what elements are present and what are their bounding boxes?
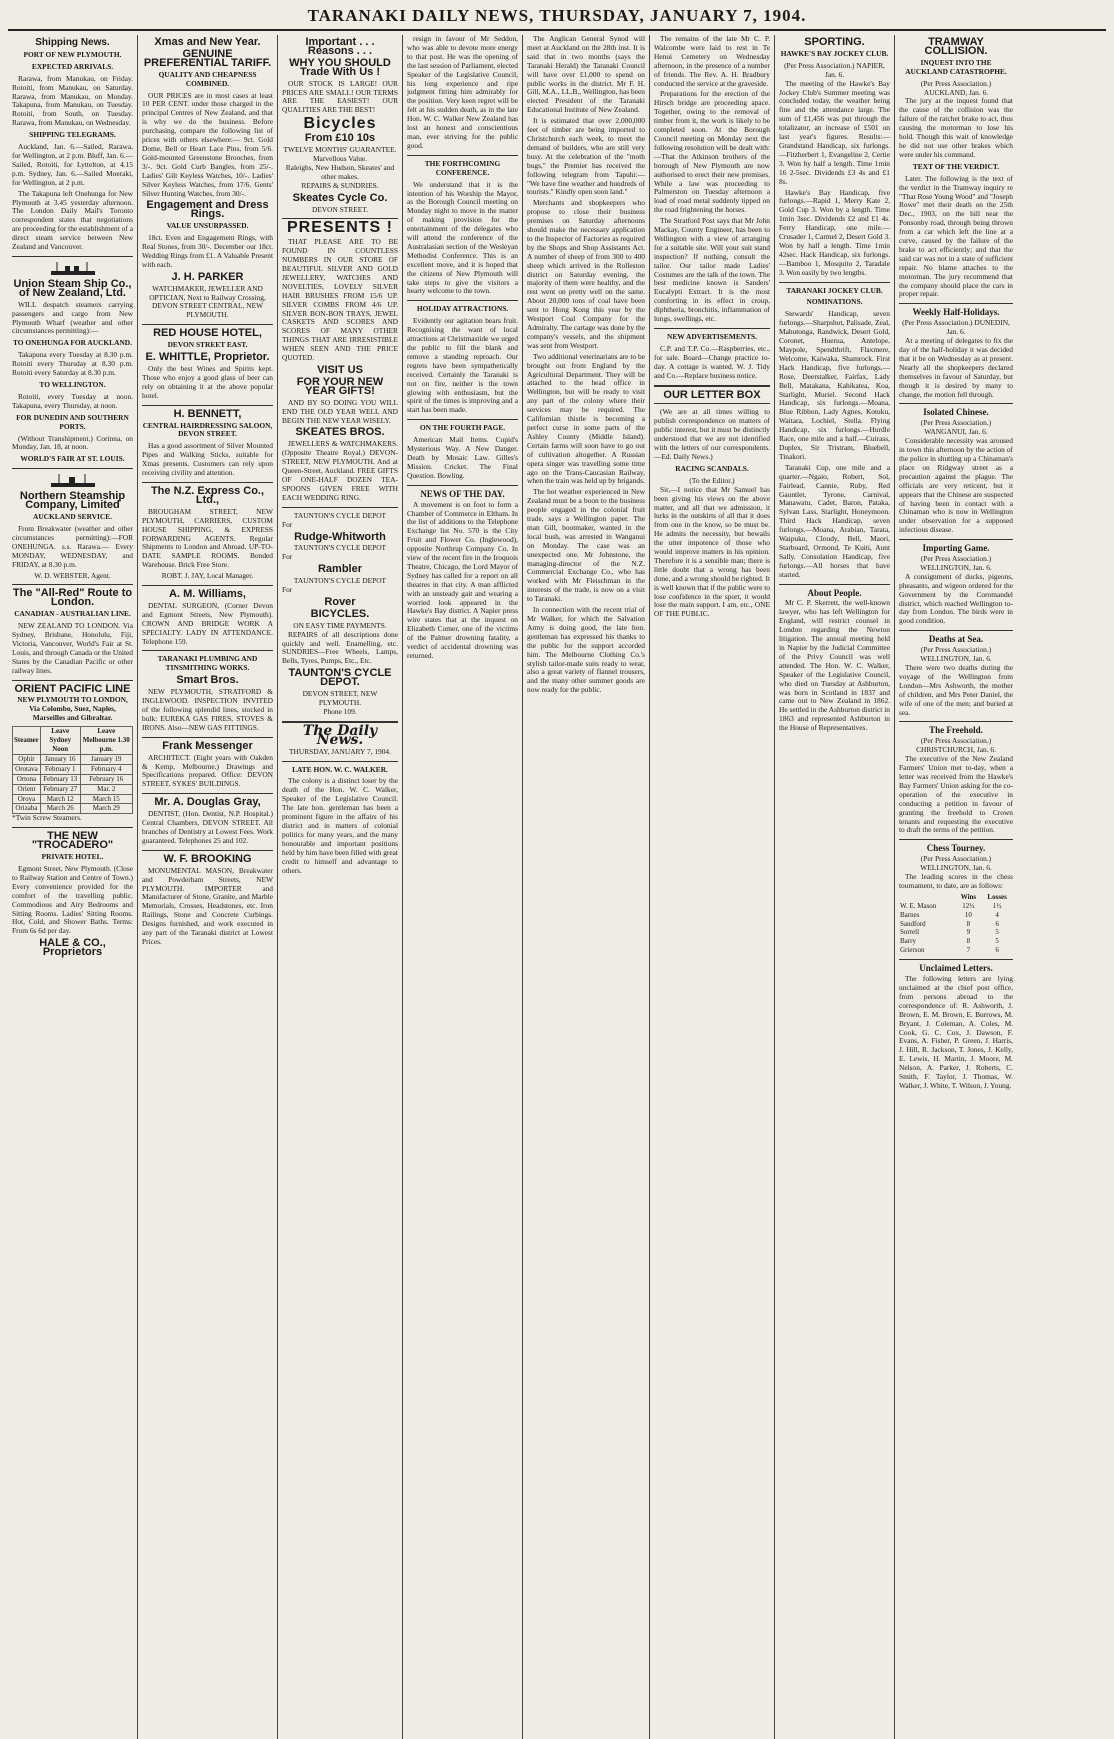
divider — [12, 680, 133, 681]
for-label: For — [282, 552, 293, 562]
column-1 — [8, 35, 138, 1739]
why-text: OUR STOCK IS LARGE! OUR PRICES ARE SMALL! OUR TERMS ARE THE EASIEST! OUR QUALITIES ARE THE BEST! — [282, 78, 398, 115]
rambler-title: Rambler — [317, 563, 363, 576]
column-2 — [138, 35, 278, 1739]
repairs-text: REPAIRS of all descriptions done quickly and well. Enamelling, etc. SUNDRIES—Free Wheels, Lamps, Bells, Tyres, Pumps, Etc., Etc. — [282, 629, 398, 666]
table-cell: Sorrell — [900, 928, 920, 937]
table-row — [13, 774, 133, 784]
news-para-2: Preparations for the erection of the Hirsch bridge are proceeding apace. Together, owing to the removal of timber from it, the work is likely to be completed soon. At the Borough Council meeting on Monday next the following resolution will be dealt with:—That the Atkinson brothers of the borough of New Plymouth are now authorised to erect their new premises. While a law was proceeding to Palmerston on Tuesday afternoon a load of road metal suddenly tipped on the road frightening the horses. — [654, 89, 770, 215]
column-4 — [403, 35, 523, 1739]
hawkes-bay-text-2: Hawke's Bay Handicap, five furlongs.—Rapid 1, Merry Kate 2, Gold Cup 3. Won by a length. Time 1min 3sec. Dividends £2 and £1 4s. Ferry Handicap, one mile.—Crusader 1, Carmel 2, Desert Gold 3. Won by half a length. Time 1min 42sec. Hack Handicap, six furlongs.—Bamboo 1, Mosquito 2, Taradale 3. Won easily by two lengths. — [779, 187, 890, 277]
press-line: (Per Press Association.) WANGANUI, Jan. 6. — [920, 418, 992, 437]
table-cell: February 1 — [40, 764, 80, 774]
value-text: Marvellous Value. — [312, 153, 368, 163]
news-para-6: In connection with the recent trial of Mr Walker, for which the Salvation Army is doing good, the late hon. gentleman has expressed his thanks to the public for the support accorded him. The Melbourne Clothing Co.'s stylish tailor-made suits ready to wear, also a great variety of flannel trousers, and the many other summer goods are now ready for the public. — [527, 605, 645, 695]
press-line: (Per Press Association.) WELLINGTON, Jan. 6. — [920, 554, 992, 572]
table-row — [899, 946, 1013, 955]
divider — [899, 959, 1013, 960]
table-cell: Sandford — [900, 919, 926, 928]
press-line: (Per Press Association.) WELLINGTON, Jan. 6. — [920, 854, 992, 873]
half-holidays-text: At a meeting of delegates to fix the day of the half-holiday it was decided that it be on Wednesday as at present. Nearly all the shopkeepers declared themselves in favour of Saturday, but though it is desired by many to change, the motion fell through. — [899, 336, 1013, 399]
makes-text: Raleighs, New Hudson, Skeates' and other makes. — [285, 162, 395, 181]
new-year-gifts: FOR YOUR NEW YEAR GIFTS! — [296, 375, 384, 397]
late-walker-text: The colony is a distinct loser by the death of the Hon. W. C. Walker, Speaker of the Legislative Council. The late hon. gentleman has been a prominent figure in the affairs of his district and in matters of colonial politics for many years, and the many honourable and important positions held by him have been filled with great credit to himself and advantage to others. — [282, 776, 398, 875]
table-cell: March 12 — [40, 794, 80, 804]
for-label: For — [282, 519, 293, 529]
why-title: WHY YOU SHOULD Trade With Us ! — [289, 56, 391, 78]
rudge-title: Rudge-Whitworth — [294, 530, 386, 543]
divider — [282, 507, 398, 508]
for-label: For — [282, 585, 293, 595]
news-para-1: The Anglican General Synod will meet at Auckland on the 28th inst. It is said that in two months (says the Taranaki Herald) the Taranaki Council will have over £1,000 to spend on public works in the district. Mr F. H. Gill, M.A., LL.B., Wellington, has been elected President of the Taranaki Educational Institute of New Zealand. — [527, 35, 645, 115]
divider — [899, 839, 1013, 840]
orient-sub: NEW PLYMOUTH TO LONDON, Via Colombo, Suez, Naples, Marseilles and Gibraltar. — [17, 695, 128, 723]
orient-table — [12, 726, 133, 814]
smart-bros-title: Smart Bros. — [176, 674, 239, 687]
parker-title: J. H. PARKER — [171, 270, 244, 283]
table-cell: January 19 — [80, 754, 132, 764]
table-header: Leave Melbourne 1.30 p.m. — [80, 727, 132, 755]
wellington-text: Rotoiti, every Tuesday at noon. Takapuna, every Thursday, at noon. — [12, 391, 133, 410]
telegrams-text: Auckland, Jan. 6.—Sailed, Rarawa, for Wellington, at 2 p.m. Bluff, Jan. 6.—Sailed, Rotoiti, for Lyttelton, at 4.15 p.m. Sydney, Jan. 6.—Sailed Moeraki, for Wellington, at 2 p.m. — [12, 142, 133, 187]
divider — [654, 403, 770, 404]
brooking-text: MONUMENTAL MASON, Breakwater and Powderham Streets, NEW PLYMOUTH. IMPORTER and Manufacturer of Stone, Granite, and Marble Memorials, Crosses, Headstones, etc. Iron Railings, Stone and Concrete Curbings. Designs furnished, and work executed in any part of the Taranaki district at Lowest Prices. — [142, 865, 273, 946]
table-cell: 1½ — [992, 901, 1002, 910]
nominations-heading: NOMINATIONS. — [806, 297, 863, 307]
table-row — [899, 902, 1013, 911]
to-editor: (To the Editor.) — [689, 475, 735, 485]
divider — [407, 155, 518, 156]
table-cell: 8 — [966, 919, 971, 928]
worlds-fair-heading: WORLD'S FAIR AT ST. LOUIS. — [20, 454, 125, 464]
table-cell: 6 — [995, 919, 999, 928]
northern-text: From Breakwater (weather and other circumstances permitting):—FOR ONEHUNGA. s.s. Rarawa.— Every MONDAY, WEDNESDAY, and FRIDAY, at 8.30 p.m. — [12, 523, 133, 569]
table-cell: Oroya — [13, 794, 41, 804]
divider — [899, 539, 1013, 540]
daily-news-logo: The Daily News. — [302, 722, 378, 748]
value-heading: VALUE UNSURPASSED. — [166, 221, 249, 231]
expected-heading: EXPECTED ARRIVALS. — [31, 61, 114, 71]
taunton-depot-3: TAUNTON'S CYCLE DEPOT — [293, 576, 387, 586]
taunton-depot-1: TAUNTON'S CYCLE DEPOT — [293, 510, 387, 520]
table-cell: 10 — [964, 910, 972, 919]
shipping-news-para: The Takapuna left Onehunga for New Plymouth at 3.45 yesterday afternoon. The London Daily Mail's Toronto correspondent states that negotiations are proceeding for the establishment of a direct steam service between New Zealand and Vancouver. — [12, 188, 133, 252]
deaths-at-sea-heading: Deaths at Sea. — [928, 634, 984, 645]
dunedin-heading: FOR DUNEDIN AND SOUTHERN PORTS. — [16, 412, 129, 431]
divider — [142, 585, 273, 586]
new-ads-text: C.P. and T.P. Co.—Raspberries, etc., for sale. Board—Change practice to-day. A cottage is wanted. W. J. Tidy and Co.—Replace business notice. — [654, 343, 770, 380]
table-header — [899, 893, 956, 902]
dunedin-text: (Without Transhipment.) Corinna, on Monday, Jan. 18, at noon. — [12, 433, 133, 452]
all-red-text: NEW ZEALAND TO LONDON. Via Sydney, Brisbane, Honolulu, Fiji, Victoria, Vancouver, World's Fair at St. Louis, and through Canada or the United States by the Canadian Pacific or other railway lines. — [12, 621, 133, 675]
sporting-heading: SPORTING. — [804, 36, 865, 48]
fourth-page-heading: ON THE FOURTH PAGE. — [419, 423, 506, 433]
nominations-text-2: Taranaki Cup, one mile and a quarter.—Ngaio, Robert, Sol, Fairlead, Cannie, Ruby, Red Gauntlet, Tyrone, Carnival, Manawatu, Cadet, Baron, Pataka, Sylvan Lass, Starlight, Honeymoon. Third Hack Handicap, seven furlongs.—Moana, Arabian, Tarata, Waipuku, Cloudy, Bell, Maori, Starboard, Ormond, Te Kuiti, Aunt Sally. Consolation Handicap, five furlongs.—All horses that have started. — [779, 462, 890, 579]
table-cell: January 16 — [40, 754, 80, 764]
devon-street: DEVON STREET. — [311, 204, 369, 214]
verdict-heading: TEXT OF THE VERDICT. — [912, 161, 1000, 171]
freehold-text: The executive of the New Zealand Farmers' Union met to-day, when a letter was received from the Hawke's Bay Farmers' Union asking for the co-operation of the executive in conducting a petition in favour of granting the freehold to Crown tenants and requesting the executive to draft the terms of the petition. — [899, 754, 1013, 835]
engagement-title: Engagement and Dress Rings. — [146, 199, 269, 221]
news-para-5: The hot weather experienced in New Zealand must be a boon to the business people engaged in the colonial fruit trade, says a Wellington paper. The man Gill, bootmaker, wanted in the local bush, was arrested in Wanganui on Monday. The case was an unexpected one. Mr Johnstone, the managing-director of the N.Z. Commercial Exchange Co., who has worked with Mr Fleischman in the interests of the trade, is now on a visit to Taranaki. — [527, 487, 645, 604]
easy-payments: ON EASY TIME PAYMENTS. — [293, 620, 387, 630]
twin-screw-note: *Twin Screw Steamers. — [12, 813, 82, 823]
deaths-text: There were two deaths during the voyage of the Wellington from London—Mrs Ashworth, the mother of children, and Mrs Peter Daniel, the wife of one of the men; and buried at sea. — [899, 663, 1013, 717]
trocadero-text: Egmont Street, New Plymouth. (Close to Railway Station and Centre of Town.) Every convenience provided for the comfort of the travelling public. Commodious and Airy Bedrooms and Sitting Rooms. Ladies' Sitting Rooms. Hot, Cold, and Shower Baths. Terms: From 6s 6d per day. — [12, 863, 133, 936]
rings-text: 18ct. Even and Engagement Rings, with Real Stones, from 30/-. December our 18ct. Wedding Rings from £1. A Valuable Present with each. — [142, 233, 273, 269]
skeates-bros-text: JEWELLERS & WATCHMAKERS. (Opposite Theatre Royal.) DEVON-STREET, NEW PLYMOUTH. And at Queen-Street, Auckland. FREE GIFTS OF ONE-HALF DOZEN TEA-SPOONS GIVEN FREE WITH EACH WEDDING RING. — [282, 439, 398, 502]
divider — [142, 324, 273, 325]
table-header: Leave Sydney Noon — [40, 727, 80, 755]
presents-text: THAT PLEASE ARE TO BE FOUND IN COUNTLESS NUMBERS IN OUR STORE OF BEAUTIFUL SILVER AND GOLD JEWELLERY, WATCHES AND NOVELTIES, LOVELY SILVER HAIR BRUSHES FROM 15/6 UP. SILVER COMBS FROM 4/6 UP. SILVER BON-BON TRAYS, JEWEL CASKETS AND SCORES AND SCORES OF MANY OTHER THINGS THAT ARE IRRESISTIBLE WHEN SEEN AND THE PRICE QUOTED. — [282, 237, 398, 363]
whittle-title: E. WHITTLE, Proprietor. — [145, 351, 270, 364]
trocadero-sub: PRIVATE HOTEL. — [41, 852, 104, 862]
orient-title: ORIENT PACIFIC LINE — [14, 682, 131, 695]
divider — [654, 328, 770, 329]
quality-heading: QUALITY AND CHEAPNESS COMBINED. — [158, 69, 257, 88]
table-cell: Orient — [13, 784, 41, 794]
unclaimed-text: The following letters are lying unclaimed at the chief post office, from persons abroad to the correspondence of: R. Ashworth, J. Brown, E. M. Brown, E. Burrows, M. Bryant, J. Coleman, A. Coles, M. Cook, G. C. Cox, J. Dawson, F. Evans, A. Fisher, P. Green, J. Harris, J. Hill, R. Jackson, T. Jones, J. Kelly, E. Lewis, H. Martin, J. Moore, M. Nelson, A. Parker, J. Roberts, C. Smith, F. Taylor, J. Thomas, W. Walker, J. White, T. Wilson, J. Young. — [899, 974, 1013, 1090]
news-para-1: The remains of the late Mr C. P. Walcombe were laid to rest in Te Henui Cemetery on Wednesday afternoon, in the presence of a number of friends. The Rev. A. H. Bradbury conducted the service at the graveside. — [654, 35, 770, 88]
northern-steamship-title: Northern Steamship Company, Limited — [19, 490, 126, 512]
divider — [407, 300, 518, 301]
gray-text: DENTIST, (Hon. Dentist, N.P. Hospital.) Central Chambers, DEVON STREET. All branches of Dentistry at Lowest Fees. Work guaranteed. Telephones 25 and 102. — [142, 809, 273, 845]
parker-sub: WATCHMAKER, JEWELLER AND OPTICIAN, Next to Railway Crossing, DEVON STREET CENTRAL, NEW PLYMOUTH. — [149, 283, 266, 320]
table-cell: February 16 — [80, 774, 132, 784]
masthead: TARANAKI DAILY NEWS, THURSDAY, JANUARY 7, 1904. — [8, 6, 1106, 31]
table-header: Losses — [987, 892, 1007, 901]
table-cell: Barnes — [900, 910, 920, 919]
repairs-heading: REPAIRS & SUNDRIES. — [301, 180, 379, 190]
divider — [899, 630, 1013, 631]
and-text: AND BY SO DOING YOU WILL END THE OLD YEAR WELL AND BEGIN THE NEW YEAR WISELY. — [282, 397, 398, 425]
skeates-bros-title: SKEATES BROS. — [295, 426, 385, 439]
freehold-heading: The Freehold. — [929, 725, 983, 736]
divider — [142, 405, 273, 406]
table-row — [899, 937, 1013, 946]
conference-heading: THE FORTHCOMING CONFERENCE. — [424, 158, 501, 177]
onehunga-heading: TO ONEHUNGA FOR AUCKLAND. — [13, 338, 132, 348]
taunton-big: TAUNTON'S CYCLE DEPOT. — [288, 667, 392, 689]
table-cell: Ophir — [13, 754, 41, 764]
divider — [12, 256, 133, 257]
press-line: (Per Press Association.) CHRISTCHURCH, Jan. 6. — [916, 736, 996, 755]
skeates-cycle-title: Skeates Cycle Co. — [292, 191, 388, 204]
table-row — [13, 794, 133, 804]
divider — [142, 737, 273, 738]
presents-heading: PRESENTS ! — [286, 219, 393, 237]
table-cell: Barry — [900, 937, 916, 946]
tariff-title: GENUINE PREFERENTIAL TARIFF. — [143, 47, 272, 69]
divider — [142, 650, 273, 651]
table-cell: 7 — [966, 946, 971, 955]
table-cell: March 29 — [80, 804, 132, 814]
table-cell: February 4 — [80, 764, 132, 774]
onehunga-text: Takapuna every Tuesday at 8.30 p.m. Rotoiti every Thursday at 8.30 p.m. Rotoiti every Saturday at 8.30 p.m. — [12, 350, 133, 378]
steamship-icon — [47, 261, 99, 277]
williams-text: DENTAL SURGEON, (Corner Devon and Egmont Streets, New Plymouth). CROWN AND BRIDGE WORK A SPECIALTY. LADY IN ATTENDANCE. Telephone 159. — [142, 600, 273, 646]
news-para-2: It is estimated that over 2,000,000 feet of timber are being imported to Christchurch each week, to meet the demand of builders, who are still very busy. At the celebration of the "moth bugs," the Premier has received the following telegram from Tapuhi:— "We have fine weather and hundreds of tourists." Kindly open soon land." — [527, 116, 645, 197]
wellington-heading: TO WELLINGTON. — [39, 380, 106, 389]
table-cell: 9 — [966, 928, 971, 937]
column-5 — [523, 35, 650, 1739]
hawkes-bay-heading: HAWKE'S BAY JOCKEY CLUB. — [780, 48, 889, 58]
conference-text: We understand that it is the intention of his Worship the Mayor, as the Borough Council meeting on Monday night to move in the matter of making provision for the entertainment of the delegates who will attend the conference of the Australasian section of the Wesleyan Methodist Conference. This is an excellent move, and it is hoped that the citizens of New Plymouth will take steps to give the visitors a hearty welcome to the town. — [407, 179, 518, 296]
red-house-sub: DEVON STREET EAST. — [167, 340, 248, 350]
fourth-page-items: American Mail Items. Cupid's Mysterious Way. A New Danger. Death by Mosaic Law. Gilles's Mission. Cricket. The Final Question. Bowling. — [407, 435, 518, 480]
steamship-icon — [47, 473, 99, 489]
press-line: (Per Press Association.) DUNEDIN, Jan. 6. — [902, 318, 1010, 337]
holiday-heading: HOLIDAY ATTRACTIONS. — [416, 304, 509, 314]
table-row — [13, 804, 133, 814]
table-cell: 4 — [995, 910, 999, 919]
arrivals-text: Rarawa, from Manukau, on Friday. Rotoiti, from Manukau, on Saturday. Rarawa, from Manukau, on Monday. Takapuna, from Manukau, on Tuesday. Rotoiti, from South, on Tuesday. Rarawa, from Manukau, on Wednesday. — [12, 73, 133, 128]
union-text: WILL despatch steamers carrying passengers and cargo from New Plymouth Wharf (weather and other circumstances permitting):— — [12, 299, 133, 336]
taunton-depot-2: TAUNTON'S CYCLE DEPOT — [293, 543, 387, 553]
phone-number: Phone 109. — [323, 706, 357, 716]
divider — [12, 468, 133, 469]
from-price: From £10 10s — [304, 132, 376, 145]
late-walker-heading: LATE HON. W. C. WALKER. — [292, 764, 388, 774]
news-para-4: Two additional veterinarians are to be brought out from England by the Agricultural Department. They will be attached to the head office in Wellington, but will be ready to visit any part of the colony where their services may be required. The Californian thistle is becoming a perfect curse in some parts of the Ashley County (Middle Island). Certain farms will soon have to go out of cultivation altogether. A Russian opera singer was travelling some time ago on the Trans-Caucasian Railway, when the train was held up by brigands. — [527, 351, 645, 486]
messenger-title: Frank Messenger — [162, 739, 253, 752]
divider — [899, 303, 1013, 304]
divider — [779, 584, 890, 585]
table-row — [899, 920, 1013, 929]
all-red-sub: CANADIAN - AUSTRALIAN LINE. — [14, 609, 131, 619]
important-heading: Important . . . Reasons . . . — [305, 36, 375, 57]
williams-title: A. M. Williams, — [169, 588, 246, 601]
messenger-text: ARCHITECT. (Eight years with Oakden & Kemp, Melbourne.) Drawings and Specifications prepared. Office: DEVON STREET, SYKES' BUILDINGS. — [142, 752, 273, 789]
plumbing-heading: TARANAKI PLUMBING AND TINSMITHING WORKS. — [157, 654, 258, 673]
bennett-title: H. BENNETT, — [173, 407, 242, 420]
date-line: THURSDAY, JANUARY 7, 1904. — [289, 746, 391, 756]
column-8 — [895, 35, 1017, 1739]
racing-scandals-heading: RACING SCANDALS. — [675, 463, 749, 473]
press-line: (Per Press Association.) WELLINGTON, Jan. 6. — [920, 645, 992, 664]
divider — [142, 793, 273, 794]
nz-express-agent: ROBT. J. JAY, Local Manager. — [161, 571, 254, 581]
divider — [12, 584, 133, 585]
table-cell: March 15 — [80, 794, 132, 804]
about-people-heading: About People. — [807, 587, 862, 598]
unclaimed-letters-heading: Unclaimed Letters. — [919, 963, 993, 974]
column-6 — [650, 35, 775, 1739]
holiday-text: Evidently our agitation bears fruit. Recognising the want of local attractions at Christmastide we urged the public to fill the blank and remove a standing reproach. Our regrets have been sympathetically received. Certainly the Taranaki is not on fire, neither is the town glowing with enthusiasm, but the spirit of the times is improving and a start has been made. — [407, 316, 518, 415]
divider — [12, 827, 133, 828]
table-cell: 12½ — [962, 901, 975, 910]
nominations-text: Stewards' Handicap, seven furlongs.—Sharpshot, Palisade, Zeal, Mahutonga, Randwick, Desert Gold, Coronet, Huerua, Antelope, Maypole, Spendthrift, Flaxmere, Welcome, Kaiwaka, Shamrock. First Hack Handicap, five furlongs.—Rose, Deerstalker, Fairfax, Lady Bell, Matakana, Kahikatea, Koa, Starlight, Muriel. Second Hack Handicap, six furlongs.—Moana, Blue Ribbon, Lady Agnes, Kotuku, Waitara, Lochiel, Stella. Flying Handicap, six furlongs.—Hurdle Race, one mile and a half.—Cuirass, Duplex, Sir Tristram, Bluebell, Tinakori. — [779, 309, 890, 461]
whittle-text: Only the best Wines and Spirits kept. Those who enjoy a good glass of beer can rely on obtaining it at the above popular hotel. — [142, 364, 273, 400]
auckland-service-heading: AUCKLAND SERVICE. — [33, 512, 112, 522]
people-text: Mr C. P. Skerrett, the well-known lawyer, who has left Wellington for England, will restrict counsel in London regarding the Newton litigation. The annual meeting held in Napier by the Judicial Committee of the Privy Council was well attended. The Hon. W. C. Walker, Speaker of the Legislative Council, who died on Tuesday at Ashburton, was born in Scotland in 1837 and came out to New Zealand in 1862. He settled in the Ashburton district in 1863 and represented Ashburton in the House of Representatives. — [779, 598, 890, 733]
bicycles-heading: Bicycles — [303, 115, 377, 133]
hale-title: HALE & CO., Proprietors — [39, 937, 106, 959]
bennett-sub: CENTRAL HAIRDRESSING SALOON, DEVON STREET. — [142, 420, 273, 439]
column-3 — [278, 35, 403, 1739]
xmas-title: Xmas and New Year. — [154, 36, 261, 48]
divider — [407, 419, 518, 420]
table-cell: March 26 — [40, 804, 80, 814]
table-row — [13, 764, 133, 774]
isolated-chinese-heading: Isolated Chinese. — [923, 407, 989, 418]
agent-name: W. D. WEBSTER, Agent. — [34, 570, 111, 580]
table-cell: February 13 — [40, 774, 80, 784]
table-row — [899, 928, 1013, 937]
divider — [899, 721, 1013, 722]
tramway-heading: TRAMWAY COLLISION. — [924, 36, 988, 57]
table-row — [899, 911, 1013, 920]
news-para-3: Merchants and shopkeepers who propose to close their business premises on Saturday afternoons should make the necessary application to the Inspector of Factories as required by the Shops and Shop Assistants Act. A number of sheep of from 300 to 400 sheep which arrived in the Rolleston district on Saturday evening, the majority of them were healthy, and the rest went on pretty well on the same. About 20,000 tons of coal have been sent to Hong Kong this year by the Westport Coal Company for the Admiralty. The cartage was done by the company's vessels, and the shipment was sent from Westport. — [527, 198, 645, 350]
taunton-address: DEVON STREET, NEW PLYMOUTH. — [302, 689, 378, 707]
press-line: (Per Press Association.) NAPIER, Jan. 6. — [784, 60, 885, 79]
visit-us: VISIT US — [317, 364, 363, 376]
divider — [899, 403, 1013, 404]
hawkes-bay-text: The meeting of the Hawke's Bay Jockey Club's Summer meeting was concluded today, the weather being fine and the attendance large. The sum of £1,456 was put through the totalizator, an increase of £501 on last year's figures. Results:— Grandstand Handicap, six furlongs.—Fitzherbert 1, Evangeline 2, Certie 3. Won by half a length. Time 1min 16 2-5sec. Dividends £3 4s and £1 8s. — [779, 78, 890, 186]
guarantee-text: TWELVE MONTHS' GUARANTEE. — [283, 145, 397, 155]
table-cell: Grierson — [900, 946, 925, 955]
prices-text: OUR PRICES are in most cases at least 10 PER CENT. under those charged in the principal Centres of New Zealand, and that is why we do the business. Before purchasing, compare the following list of prices with others elsewhere:— 9ct. Gold Dome, Bell or Heart Lace Pins, from 5/6. Gold-mounted Greenstone Brooches, from 3/-. 9ct. Gold Curb Bangles, from 25/-. Ladies' Gilt Keyless Watches, 10/-. Ladies' Silver Keyless Watches, from 17/6. Gents' Silver Hunting Watches, from 30/-. — [142, 90, 273, 198]
table-cell: 5 — [995, 937, 999, 946]
divider — [654, 385, 770, 387]
inquest-heading: INQUEST INTO THE AUCKLAND CATASTROPHE. — [905, 57, 1007, 76]
smart-bros-text: NEW PLYMOUTH, STRATFORD & INGLEWOOD. INSPECTION INVITED of the following splendid lines, stocked in bulk: EUREKA GAS FIRES, STOVES & IRONS. Also—NEW GAS FITTINGS. — [142, 687, 273, 732]
column-7 — [775, 35, 895, 1739]
bicycles-sub: BICYCLES. — [310, 607, 370, 620]
tramway-text: The jury at the inquest found that the cause of the collision was the failure of the ratchet brake to act, thus causing the motorman to lose his hold. Though this wait of knowledge he did not use other brakes which were under his command. — [899, 96, 1013, 159]
port-heading: PORT OF NEW PLYMOUTH. — [23, 49, 122, 59]
letter-intro: (We are at all times willing to publish correspondence on matters of public interest, but it must be distinctly understood that we are not identified with the letters of our correspondents.—Ed. Daily News.) — [654, 407, 770, 461]
union-steam-title: Union Steam Ship Co., of New Zealand, Ltd. — [13, 277, 132, 299]
table-cell: Ortona — [13, 774, 41, 784]
new-ads-heading: NEW ADVERTISEMENTS. — [667, 332, 757, 341]
shipping-title: Shipping News. — [35, 37, 110, 48]
nz-express-text: BROUGHAM STREET, NEW PLYMOUTH, CARRIERS, CUSTOM HOUSE SHIPPING, & EXPRESS FORWARDING AGENTS. Regular Shipments to London and Abroad. UP-TO-DATE SAMPLE ROOMS. Bonded Warehouse. Brick Free Store. — [142, 506, 273, 570]
table-cell: 8 — [966, 937, 971, 946]
news-text: A movement is on foot to form a Chamber of Commerce in Eltham. In the list of additions to the Telephone Exchange list No. 570 is the City Fruit and Flower Co. (Inglewood), opposite Northrup Company Co. In view of the recent fire in the Iroquois Theatre, Chicago, the Lord Mayor of Sydney has called for a report on all theatres in that city. A man afflicted with an unsteady gait and wearing a worried look appeared in the Hawke's Bay district. A Napier press wire states that at the inquest on Elizabeth Comer, one of the victims of the Palmer drowning fatality, a verdict of accidental drowning was returned. — [407, 499, 518, 660]
divider — [142, 850, 273, 851]
trocadero-title: THE NEW "TROCADERO" — [31, 830, 114, 852]
chess-heading: Chess Tourney. — [926, 843, 986, 854]
table-cell: February 27 — [40, 784, 80, 794]
divider — [779, 282, 890, 283]
brooking-title: W. F. BROOKING — [163, 852, 252, 865]
taranaki-jc-heading: TARANAKI JOCKEY CLUB. — [786, 285, 883, 295]
letter-text: Sir,—I notice that Mr Samuel has been giving his views on the above matter, and all that we admission, it lurks in the outskirts of all that it does from one in the know, so be must be. He admits the necessity, but bewails the utter impotence of those who would improve matters in his opinion. Therefore it is a sensible man; there is little doubt that a wrong has been done, and a wrong should be righted. It is well known that if the public were to lose confidence in the sport, it would lose the main support. I am, etc., ONE OF THE PUBLIC. — [654, 484, 770, 619]
divider — [142, 482, 273, 483]
red-house-title: RED HOUSE HOTEL, — [153, 327, 262, 340]
nz-express-title: The N.Z. Express Co., Ltd., — [150, 484, 265, 506]
table-row — [13, 754, 133, 764]
table-cell: Orizaba — [13, 804, 41, 814]
divider — [407, 485, 518, 486]
table-cell: 6 — [995, 946, 999, 955]
columns — [8, 35, 1106, 1739]
bennett-text: Has a good assortment of Silver Mounted Pipes and Walking Sticks, suitable for Xmas presents. Customers can rely upon receiving civility and attention. — [142, 441, 273, 478]
divider — [282, 761, 398, 762]
chess-intro: The leading scores in the chess tournament, to date, are as follows: — [899, 872, 1013, 890]
table-cell: Orotava — [13, 764, 41, 774]
telegrams-heading: SHIPPING TELEGRAMS. — [29, 130, 116, 140]
walker-continued: resign in favour of Mr Seddon, who was able to devote more energy to that post. He was the opening of the last session of Parliament, elected Speaker of the Legislative Council, his long experience and ripe judgment fitting him admirably for the position. Very keen regret will be felt at his sudden death, as in the late Hon. W. C. Walker New Zealand has lost an honest and conscientious man, ever striving for the public good. — [407, 35, 518, 150]
news-para-3: The Stratford Post says that Mr John Mackay, County Engineer, has been to Wellington with a view of arranging for a suitable site. Will your suit stand inspection? If nothing, consult the tailor. Our tailor made Ladies' Costumes are the talk of the town. The best medicine known is Sanders' Eucalypti Extract. It is the most comforting in its effect in croup, diphtheria, bronchitis, inflammation of lungs, swellings, etc. — [654, 216, 770, 324]
table-header: Steamer — [13, 727, 41, 755]
table-row — [13, 784, 133, 794]
table-cell: 5 — [995, 928, 999, 937]
importing-game-heading: Importing Game. — [922, 543, 990, 554]
verdict-text: Later. The following is the text of the verdict in the Tramway inquiry re "That Rose Young Wood" and "Joseph Rowe" met their death on the 25th Dec., 1903, on the hill near the Ponsonby road, through being thrown from a car which left the line at a curve, caused by the failure of the brake to act efficiently; and that the said car was not in a state of sufficient repair. No blame attaches to the motorman. The jury recommend that the company should place the cars in proper repair. — [899, 173, 1013, 299]
half-holidays-heading: Weekly Half-Holidays. — [912, 307, 1000, 318]
table-cell: Mar. 2 — [80, 784, 132, 794]
table-cell: W. E. Mason — [900, 901, 937, 910]
chess-table — [899, 893, 1013, 955]
gray-title: Mr. A. Douglas Gray, — [154, 796, 261, 809]
game-text: A consignment of ducks, pigeons, pheasants, and wigeon ordered for the Government by the Coromandel district, which reached Wellington to-day from London. The birds were in good condition. — [899, 571, 1013, 626]
isolated-text: Considerable necessity was aroused in town this afternoon by the action of the police in shutting up a Chinaman's place on Ridgway street as a precaution against the plague. The officials are very reticent, but it appears that the Chinese are suspected of having been in contact with a Chinaman who is now in Wellington under observation for a supposed infectious disease. — [899, 436, 1013, 535]
all-red-title: The "All-Red" Route to London. — [12, 587, 133, 609]
news-of-the-day-heading: NEWS OF THE DAY. — [420, 488, 505, 499]
press-line: (Per Press Association.) AUCKLAND, Jan. 6. — [920, 78, 992, 97]
table-header: Wins — [960, 892, 977, 901]
letter-box-heading: OUR LETTER BOX — [663, 388, 761, 401]
rover-title: Rover — [324, 595, 356, 608]
